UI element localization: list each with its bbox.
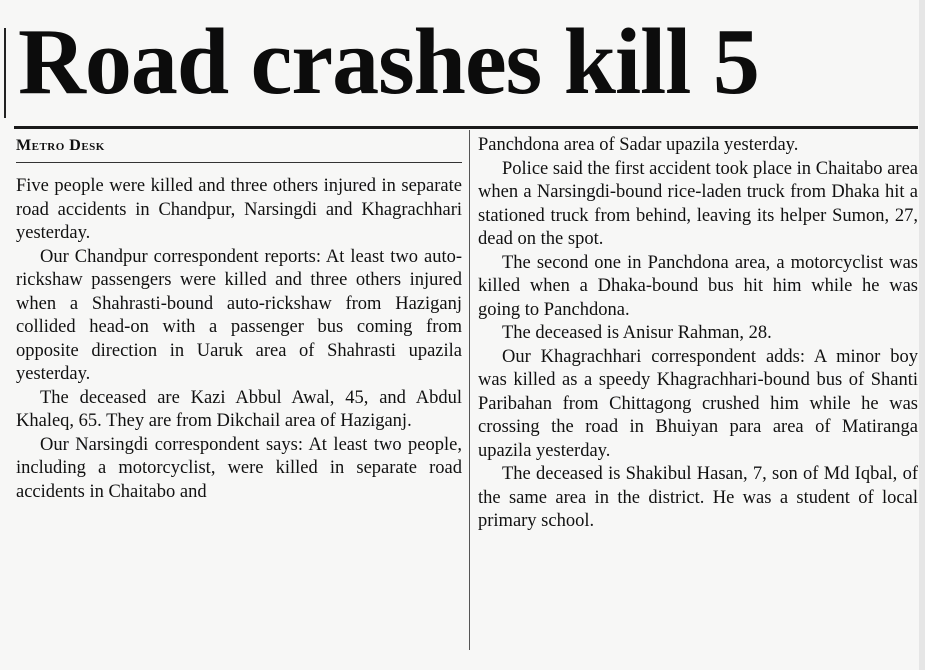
byline-rule bbox=[16, 162, 462, 163]
paragraph: The second one in Panchdona area, a motorcyclist was killed when a Dhaka-bound bus hit him while he was going to Panchdona. bbox=[478, 252, 918, 320]
paragraph: The deceased are Kazi Abbul Awal, 45, and Abdul Khaleq, 65. They are from Dikchail area of Haziganj. bbox=[16, 387, 462, 431]
article-column-left bbox=[16, 130, 462, 504]
article-column-right bbox=[478, 130, 918, 534]
headline: Road crashes kill 5 bbox=[18, 10, 759, 114]
paragraph: Our Narsingdi correspondent says: At least two people, including a motorcyclist, were killed in separate road accidents in Chaitabo and bbox=[16, 434, 462, 502]
paragraph: The deceased is Anisur Rahman, 28. bbox=[502, 323, 772, 343]
paragraph-continued: Panchdona area of Sadar upazila yesterday. bbox=[478, 135, 799, 155]
headline-rule bbox=[14, 126, 918, 129]
left-border-rule bbox=[4, 28, 6, 118]
byline: Metro Desk bbox=[16, 137, 105, 154]
paragraph: Police said the first accident took place in Chaitabo area when a Narsingdi-bound rice-laden truck from Dhaka hit a stationed truck from behind, leaving its helper Sumon, 27, dead on the spot. bbox=[478, 158, 918, 249]
paragraph: Our Khagrachhari correspondent adds: A minor boy was killed as a speedy Khagrachhari-bound bus of Shanti Paribahan from Chittagong crushed him while he was crossing the road in Bhuiyan para area of Matiranga upazila yesterday. bbox=[478, 346, 918, 461]
paragraph: Our Chandpur correspondent reports: At least two auto-rickshaw passengers were killed and three others injured when a Shahrasti-bound auto-rickshaw from Haziganj collided head-on with a passenger bus coming from opposite direction in Uaruk area of Shahrasti upazila yesterday. bbox=[16, 246, 462, 384]
right-page-edge bbox=[919, 0, 925, 670]
paragraph: The deceased is Shakibul Hasan, 7, son of Md Iqbal, of the same area in the district. He was a student of local primary school. bbox=[478, 464, 918, 531]
column-divider bbox=[469, 130, 470, 650]
paragraph: Five people were killed and three others injured in separate road accidents in Chandpur, Narsingdi and Khagrachhari yesterday. bbox=[16, 176, 462, 243]
